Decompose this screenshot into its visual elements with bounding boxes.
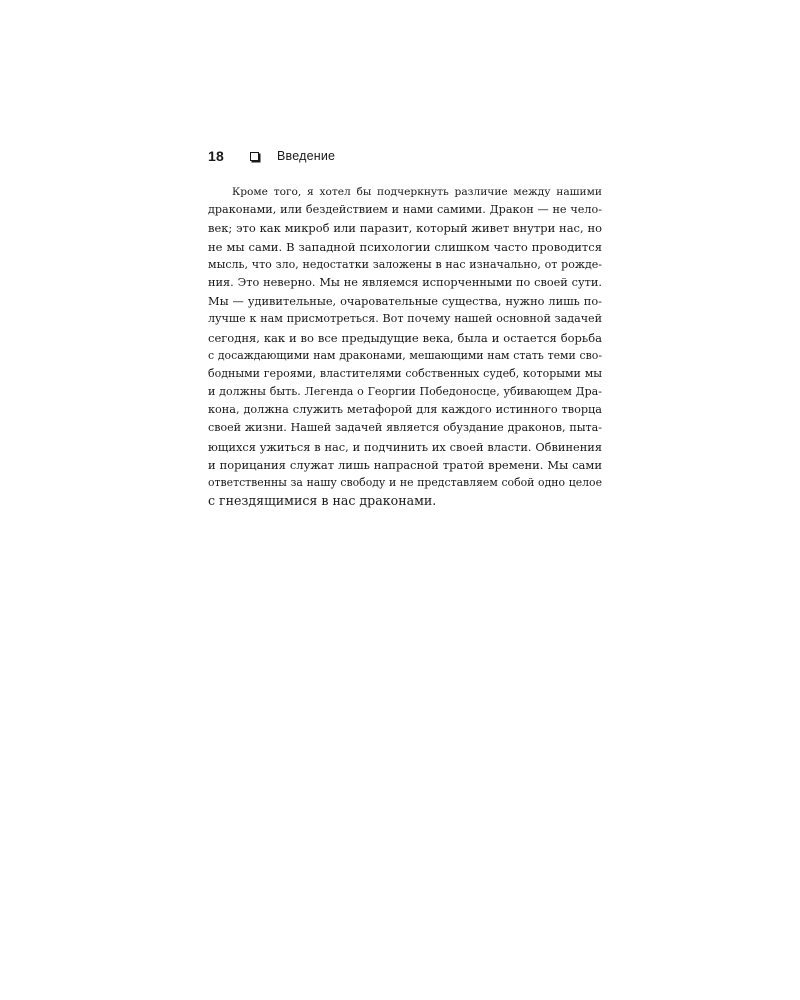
text-line: с досаждающими нам драконами, мешающими нам стать теми сво- <box>208 348 602 362</box>
text-line: Кроме того, я хотел бы подчеркнуть различие между нашими <box>232 185 602 198</box>
body-paragraph <box>208 183 602 510</box>
text-line: не мы сами. В западной психологии слишком часто проводится <box>208 239 602 254</box>
text-line: мысль, что зло, недостатки заложены в нас изначально, от рожде- <box>208 257 602 271</box>
text-line: ния. Это неверно. Мы не являемся испорченными по своей сути. <box>208 275 602 289</box>
text-line: сегодня, как и во все предыдущие века, была и остается борьба <box>208 330 602 345</box>
text-line: век; это как микроб или паразит, который живет внутри нас, но <box>208 221 602 236</box>
text-line: своей жизни. Нашей задачей является обуздание драконов, пыта- <box>208 421 602 435</box>
section-title: Введение <box>276 149 336 163</box>
text-line: кона, должна служить метафорой для каждого истинного творца <box>208 403 602 417</box>
text-line: с гнездящимися в нас драконами. <box>208 493 437 509</box>
text-line: лучше к нам присмотреться. Вот почему нашей основной задачей <box>208 312 602 326</box>
text-line: Мы — удивительные, очаровательные существа, нужно лишь по- <box>208 294 602 309</box>
text-line: и порицания служат лишь напрасной тратой времени. Мы сами <box>208 457 602 472</box>
text-line: бодными героями, властителями собственных судеб, которыми мы <box>208 366 602 380</box>
text-line: драконами, или бездействием и нами самими. Дракон — не чело- <box>208 203 602 217</box>
text-line: ответственны за нашу свободу и не представляем собой одно целое <box>208 476 602 489</box>
text-line: и должны быть. Легенда о Георгии Победоносце, убивающем Дра- <box>208 385 602 399</box>
text-line: ющихся ужиться в нас, и подчинить их своей власти. Обвинения <box>208 439 602 454</box>
running-header <box>208 146 602 166</box>
square-bullet-icon <box>250 152 259 161</box>
page-number: 18 <box>208 148 224 164</box>
